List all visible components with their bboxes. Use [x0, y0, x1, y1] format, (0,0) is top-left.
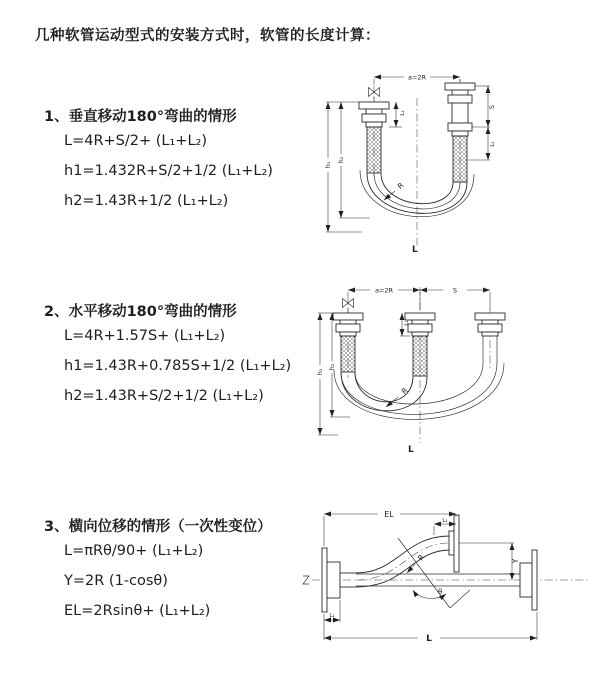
length-label: L	[412, 245, 418, 255]
dim-s	[472, 86, 496, 127]
dim-label-y: Y	[511, 558, 520, 564]
radius-label: R	[415, 552, 427, 563]
section-2-heading: 2、水平移动180°弯曲的情形	[44, 304, 237, 320]
dim-label-l1: L₁	[329, 613, 335, 619]
formula-line: h1=1.43R+0.785S+1/2 (L₁+L₂)	[64, 358, 292, 374]
diagram-vertical-180-bend	[312, 70, 537, 255]
dim-l1-right	[468, 127, 496, 160]
diagram-lateral-displacement	[300, 502, 595, 650]
dim-l	[324, 612, 537, 644]
formula-line: h2=1.43R+S/2+1/2 (L₁+L₂)	[64, 388, 264, 404]
formula-line: Y=2R (1-cosθ)	[64, 573, 168, 589]
braided-hose-section	[413, 336, 427, 376]
formula-line: h2=1.43R+1/2 (L₁+L₂)	[64, 193, 229, 209]
section-2-formulas	[64, 321, 291, 411]
dim-h1	[316, 313, 338, 435]
section-3-heading: 3、横向位移的情形（一次性变位）	[44, 519, 272, 535]
dim-el	[324, 510, 456, 546]
dim-label-a2r: a=2R	[374, 286, 394, 295]
left-fitting	[333, 313, 363, 372]
page-title: 几种软管运动型式的安装方式时，软管的长度计算：	[35, 28, 380, 44]
length-label: L	[408, 445, 414, 455]
formula-line: L=πRθ/90+ (L₁+L₂)	[64, 543, 204, 559]
formula-line: h1=1.432R+S/2+1/2 (L₁+L₂)	[64, 163, 273, 179]
dim-y	[459, 543, 520, 580]
braided-hose-section	[367, 127, 381, 173]
length-label: L	[426, 634, 432, 644]
section-1-heading: 1、垂直移动180°弯曲的情形	[44, 109, 237, 125]
radius-label: R	[395, 180, 406, 192]
dim-label-l1: L₁	[400, 110, 406, 116]
formula-line: L=4R+S/2+ (L₁+L₂)	[64, 133, 207, 149]
angle-label: θ	[438, 588, 443, 596]
dim-label-l1: L₁	[490, 141, 496, 147]
right-fitting	[445, 83, 475, 182]
dim-l1-left	[389, 102, 406, 127]
braided-hose-section	[341, 336, 355, 372]
dim-label-l1: L₁	[404, 320, 410, 326]
dim-label-h1: h₁	[324, 161, 332, 169]
formula-line: EL=2Rsinθ+ (L₁+L₂)	[64, 603, 211, 619]
radius-leader	[384, 181, 406, 200]
left-fitting	[359, 102, 389, 173]
dim-label-h2: h₂	[337, 156, 345, 164]
formula-line: L=4R+1.57S+ (L₁+L₂)	[64, 328, 226, 344]
braided-hose-section	[453, 136, 467, 182]
dim-label-s: S	[488, 104, 496, 110]
dim-label-h1: h₁	[316, 368, 324, 376]
dim-h1	[324, 102, 362, 232]
dim-label-s: S	[452, 286, 458, 295]
top-right-flange	[449, 515, 459, 572]
hose-s-curve	[356, 536, 450, 587]
section-1-formulas	[64, 126, 273, 216]
section-3-formulas	[64, 536, 210, 626]
dim-label-a2r: a=2R	[407, 73, 427, 82]
pipe-break-symbol	[303, 576, 309, 584]
dim-label-h2: h₂	[328, 363, 336, 371]
right-ghost-flange	[520, 550, 537, 610]
diagram-horizontal-180-bend	[308, 283, 538, 455]
dim-label-el: EL	[384, 510, 394, 519]
radius-label: R	[399, 385, 410, 397]
dim-a-2r	[348, 287, 420, 295]
dim-label-l1: L₁	[442, 518, 448, 524]
